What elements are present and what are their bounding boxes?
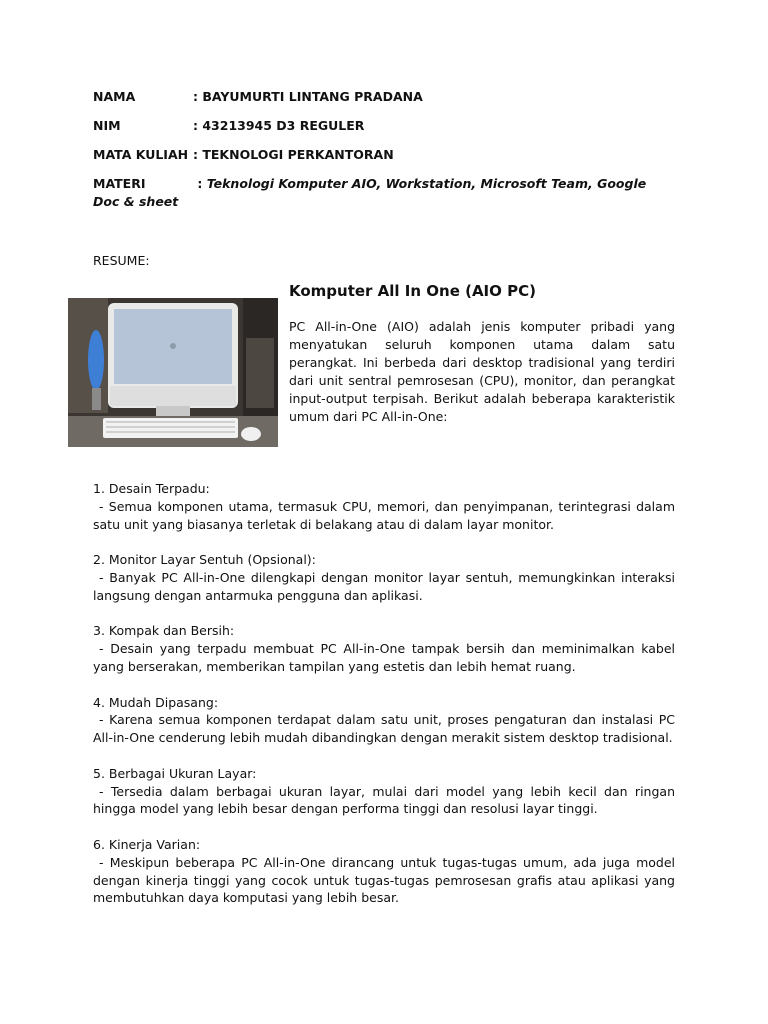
nama-value: : BAYUMURTI LINTANG PRADANA bbox=[193, 89, 423, 104]
list-item bbox=[93, 765, 675, 818]
list-item bbox=[93, 836, 675, 907]
item-heading: 3. Kompak dan Bersih: bbox=[93, 623, 235, 639]
header-nama bbox=[93, 88, 423, 106]
materi-label: MATERI bbox=[93, 176, 146, 191]
nim-value: : 43213945 D3 REGULER bbox=[193, 118, 365, 133]
item-heading: 4. Mudah Dipasang: bbox=[93, 694, 219, 710]
item-heading: 2. Monitor Layar Sentuh (Opsional): bbox=[93, 552, 316, 568]
item-desc: - Banyak PC All-in-One dilengkapi dengan monitor layar sentuh, memungkinkan interaksi langsung dengan antarmuka pengguna dan aplikasi. bbox=[93, 569, 675, 603]
list-item bbox=[93, 694, 675, 747]
nama-label: NAMA bbox=[93, 89, 136, 104]
mata-kuliah-value: : TEKNOLOGI PERKANTORAN bbox=[193, 147, 394, 162]
section-title: Komputer All In One (AIO PC) bbox=[289, 282, 536, 300]
resume-label: RESUME: bbox=[93, 253, 150, 268]
aio-pc-photo bbox=[68, 298, 278, 447]
header-materi bbox=[93, 175, 675, 211]
item-desc: - Desain yang terpadu membuat PC All-in-One tampak bersih dan meminimalkan kabel yang berserakan, memberikan tampilan yang estetis dan lebih hemat ruang. bbox=[93, 641, 675, 674]
item-heading: 5. Berbagai Ukuran Layar: bbox=[93, 765, 257, 781]
item-desc: - Meskipun beberapa PC All-in-One dirancang untuk tugas-tugas umum, ada juga model dengan kinerja tinggi yang cocok untuk tugas-tugas pemrosesan grafis atau aplikasi yang membutuhkan daya komputasi yang lebih besar. bbox=[93, 854, 675, 906]
list-item bbox=[93, 622, 675, 675]
item-heading: 6. Kinerja Varian: bbox=[93, 836, 201, 852]
item-desc: - Karena semua komponen terdapat dalam satu unit, proses pengaturan dan instalasi PC All-in-One cenderung lebih mudah dibandingkan dengan merakit sistem desktop tradisional. bbox=[93, 712, 675, 746]
header-nim bbox=[93, 117, 364, 135]
item-desc: - Tersedia dalam berbagai ukuran layar, mulai dari model yang lebih kecil dan ringan hingga model yang lebih besar dengan performa tinggi dan resolusi layar tinggi. bbox=[93, 783, 675, 817]
materi-value: Teknologi Komputer AIO, Workstation, Microsoft Team, Google Doc & sheet bbox=[93, 176, 647, 209]
item-heading: 1. Desain Terpadu: bbox=[93, 481, 210, 496]
list-item bbox=[93, 551, 675, 604]
materi-colon: : bbox=[197, 176, 203, 191]
item-desc: - Semua komponen utama, termasuk CPU, memori, dan penyimpanan, terintegrasi dalam satu unit yang biasanya terletak di belakang atau di dalam layar monitor. bbox=[93, 498, 675, 532]
section-intro: PC All-in-One (AIO) adalah jenis komputer pribadi yang menyatukan seluruh komponen utama dalam satu perangkat. Ini berbeda dari desktop tradisional yang terdiri dari unit sentral pemrosesan (CPU), monitor, dan perangkat input-output terpisah. Berikut adalah beberapa karakteristik umum dari PC All-in-One: bbox=[289, 319, 675, 424]
characteristics-list bbox=[93, 480, 675, 925]
mata-kuliah-label: MATA KULIAH bbox=[93, 147, 189, 162]
nim-label: NIM bbox=[93, 118, 121, 133]
header-mata-kuliah bbox=[93, 146, 394, 164]
list-item bbox=[93, 480, 675, 533]
